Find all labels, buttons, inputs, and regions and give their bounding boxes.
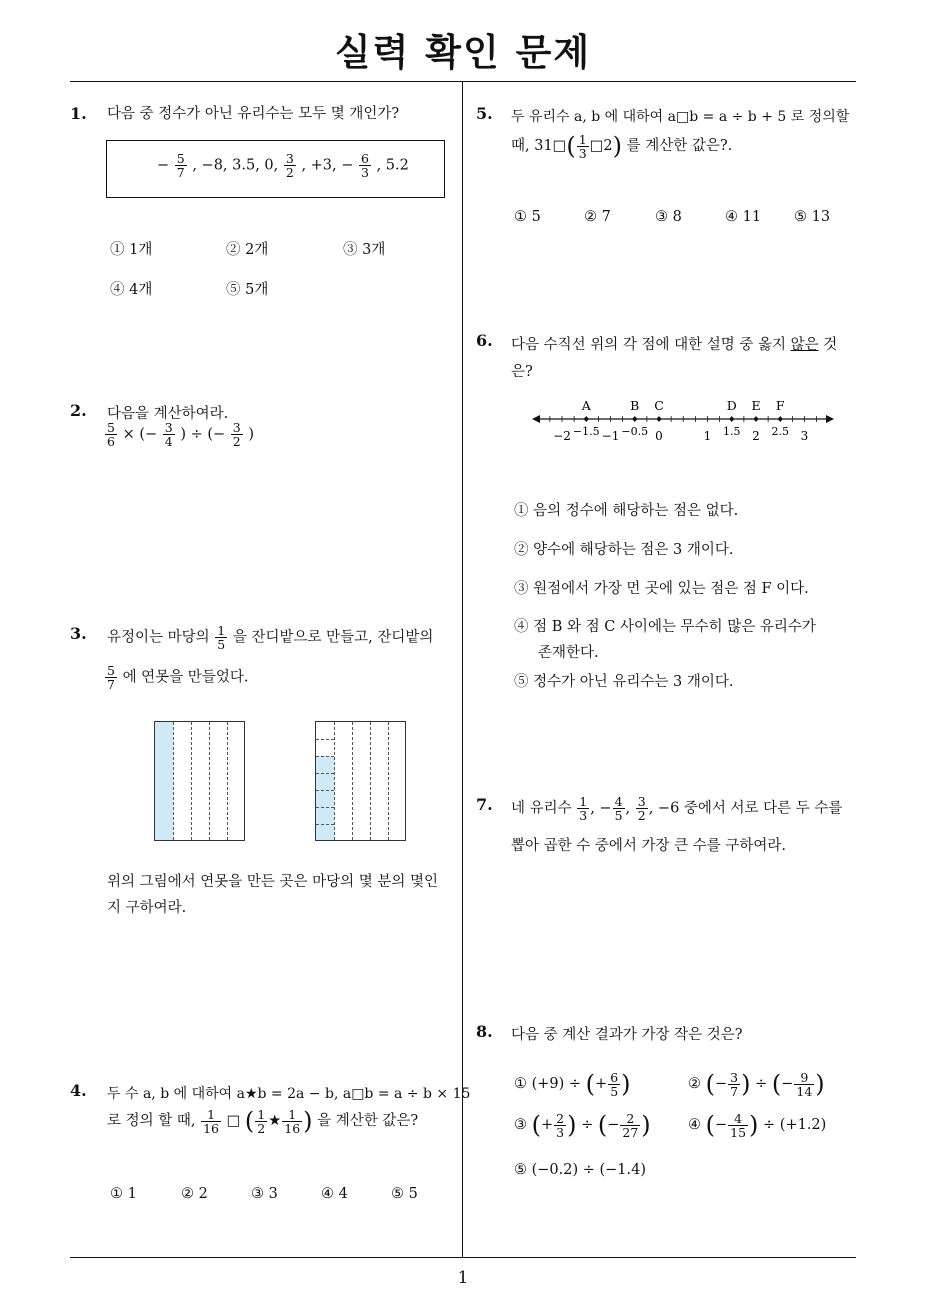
q6-choice-1[interactable]: ① 음의 정수에 해당하는 점은 없다. bbox=[514, 503, 739, 519]
q1-choice-3[interactable]: ③ 3개 bbox=[343, 242, 386, 258]
number-line bbox=[530, 395, 840, 450]
number-line-tick-label: 0 bbox=[655, 429, 663, 443]
q4-line2: 로 정의 할 때, $\frac{1}{16}$ □ ( $\frac{1}{2}$ ★ $\frac{1}{16}$ ) 을 계산한 값은? bbox=[107, 1106, 419, 1136]
number-line-point-label: F bbox=[775, 398, 785, 413]
q2-text: 다음을 계산하여라. bbox=[107, 406, 229, 422]
q1-choice-1[interactable]: ① 1개 bbox=[110, 242, 153, 258]
q1-text: 다음 중 정수가 아닌 유리수는 모두 몇 개인가? bbox=[107, 106, 400, 122]
number-line-tick-label: −1 bbox=[601, 429, 620, 443]
q1-choice-5[interactable]: ⑤ 5개 bbox=[226, 282, 269, 298]
number-line-tick-label: −2 bbox=[553, 429, 571, 443]
q6-line1: 다음 수직선 위의 각 점에 대한 설명 중 옳지 않은 것 bbox=[511, 337, 838, 353]
q4-number: 4. bbox=[70, 1081, 87, 1100]
number-line-point bbox=[754, 417, 758, 421]
q1-choice-2[interactable]: ② 2개 bbox=[226, 242, 269, 258]
q5-choice-1[interactable]: ① 5 bbox=[514, 209, 541, 225]
bottom-rule bbox=[70, 1257, 856, 1258]
number-line-point bbox=[633, 417, 637, 421]
q1-number-box bbox=[106, 140, 445, 198]
q3-number: 3. bbox=[70, 624, 87, 643]
number-line-half-label: −1.5 bbox=[572, 425, 600, 438]
q8-choice-1[interactable]: ① (+9) ÷ (+ $\frac{6}{5}$ ) bbox=[514, 1069, 631, 1099]
q3-line1: 유정이는 마당의 $\frac{1}{5}$ 을 잔디밭으로 만들고, 잔디밭의 bbox=[107, 623, 434, 652]
q3-figure-lawn bbox=[154, 721, 245, 841]
number-line-tick-label: 1 bbox=[703, 429, 712, 443]
q5-choice-5[interactable]: ⑤ 13 bbox=[794, 209, 831, 225]
number-line-point-label: B bbox=[630, 398, 640, 413]
q8-number: 8. bbox=[476, 1022, 493, 1041]
q1-number-list: − $\frac{5}{7}$ , −8, 3.5, 0, $\frac{3}{2}$ , +3, − $\frac{6}{3}$ , 5.2 bbox=[157, 151, 409, 180]
q4-choice-4[interactable]: ④ 4 bbox=[321, 1186, 348, 1202]
number-line-point-label: C bbox=[654, 398, 664, 413]
column-divider bbox=[462, 82, 463, 1258]
q5-line1: 두 유리수 a, b 에 대하여 a□b = a ÷ b + 5 로 정의할 bbox=[511, 109, 850, 125]
q8-choice-2[interactable]: ② (− $\frac{3}{7}$ ) ÷ (− $\frac{9}{14}$ ) bbox=[688, 1069, 825, 1099]
q5-choice-2[interactable]: ② 7 bbox=[584, 209, 611, 225]
arrow-left-icon bbox=[532, 415, 540, 423]
q5-number: 5. bbox=[476, 104, 493, 123]
q4-line1: 두 수 a, b 에 대하여 a★b = 2a − b, a□b = a ÷ b × 15 bbox=[107, 1086, 471, 1102]
arrow-right-icon bbox=[826, 415, 834, 423]
number-line-half-label: 1.5 bbox=[723, 425, 741, 438]
q6-choice-4-cont: 존재한다. bbox=[538, 645, 599, 661]
q2-number: 2. bbox=[70, 401, 87, 420]
q3-line2: $\frac{5}{7}$ 에 연못을 만들었다. bbox=[107, 663, 249, 692]
fraction: $\frac{5}{7}$ bbox=[176, 151, 185, 180]
number-line-half-label: −0.5 bbox=[621, 425, 649, 438]
q1-number: 1. bbox=[70, 104, 87, 123]
q3-figure-pond bbox=[315, 721, 406, 841]
q4-choice-3[interactable]: ③ 3 bbox=[251, 1186, 278, 1202]
q8-choice-3[interactable]: ③ (+ $\frac{2}{3}$ ) ÷ (− $\frac{2}{27}$ ) bbox=[514, 1110, 651, 1140]
q7-line1: 네 유리수 $\frac{1}{3}$ , − $\frac{4}{5}$ , $\frac{3}{2}$ , −6 중에서 서로 다른 두 수를 bbox=[511, 794, 843, 823]
q4-choice-2[interactable]: ② 2 bbox=[181, 1186, 208, 1202]
q6-number: 6. bbox=[476, 331, 493, 350]
q4-choice-5[interactable]: ⑤ 5 bbox=[391, 1186, 418, 1202]
q3-line3: 위의 그림에서 연못을 만든 곳은 마당의 몇 분의 몇인 bbox=[107, 874, 439, 890]
q8-choice-4[interactable]: ④ (− $\frac{4}{15}$ ) ÷ (+1.2) bbox=[688, 1110, 827, 1140]
top-rule bbox=[70, 81, 856, 82]
number-line-point bbox=[657, 417, 661, 421]
q5-choice-4[interactable]: ④ 11 bbox=[725, 209, 762, 225]
page-title: 실력 확인 문제 bbox=[334, 31, 592, 74]
q7-number: 7. bbox=[476, 795, 493, 814]
number-line-tick-label: 3 bbox=[800, 429, 809, 443]
q3-line4: 지 구하여라. bbox=[107, 900, 187, 916]
number-line-tick-label: 2 bbox=[752, 429, 760, 443]
number-line-point bbox=[730, 417, 734, 421]
q6-choice-2[interactable]: ② 양수에 해당하는 점은 3 개이다. bbox=[514, 542, 734, 558]
fraction: $\frac{3}{2}$ bbox=[285, 151, 294, 180]
q5-choice-3[interactable]: ③ 8 bbox=[655, 209, 682, 225]
q6-choice-5[interactable]: ⑤ 정수가 아닌 유리수는 3 개이다. bbox=[514, 674, 734, 690]
q2-expression: $\frac{5}{6}$ × (− $\frac{3}{4}$ ) ÷ (− $\frac{3}{2}$ ) bbox=[107, 420, 254, 449]
fraction: $\frac{6}{3}$ bbox=[361, 151, 369, 180]
q4-choice-1[interactable]: ① 1 bbox=[110, 1186, 137, 1202]
number-line-point bbox=[778, 417, 782, 421]
q1-choice-4[interactable]: ④ 4개 bbox=[110, 282, 153, 298]
q5-line2: 때, 31□( $\frac{1}{3}$ □2) 를 계산한 값은?. bbox=[511, 131, 733, 161]
number-line-point-label: E bbox=[751, 398, 761, 413]
q6-choice-4[interactable]: ④ 점 B 와 점 C 사이에는 무수히 많은 유리수가 bbox=[514, 619, 816, 635]
q8-choice-5[interactable]: ⑤ (−0.2) ÷ (−1.4) bbox=[514, 1162, 647, 1178]
q6-choice-3[interactable]: ③ 원점에서 가장 먼 곳에 있는 점은 점 F 이다. bbox=[514, 581, 809, 597]
q8-text: 다음 중 계산 결과가 가장 작은 것은? bbox=[511, 1027, 743, 1043]
number-line-point-label: A bbox=[581, 398, 591, 413]
q6-line2: 은? bbox=[511, 364, 533, 380]
number-line-point-label: D bbox=[726, 398, 737, 413]
number-line-point bbox=[584, 417, 588, 421]
page-number: 1 bbox=[457, 1268, 469, 1288]
q7-line2: 뽑아 곱한 수 중에서 가장 큰 수를 구하여라. bbox=[511, 838, 786, 854]
number-line-half-label: 2.5 bbox=[771, 425, 789, 438]
